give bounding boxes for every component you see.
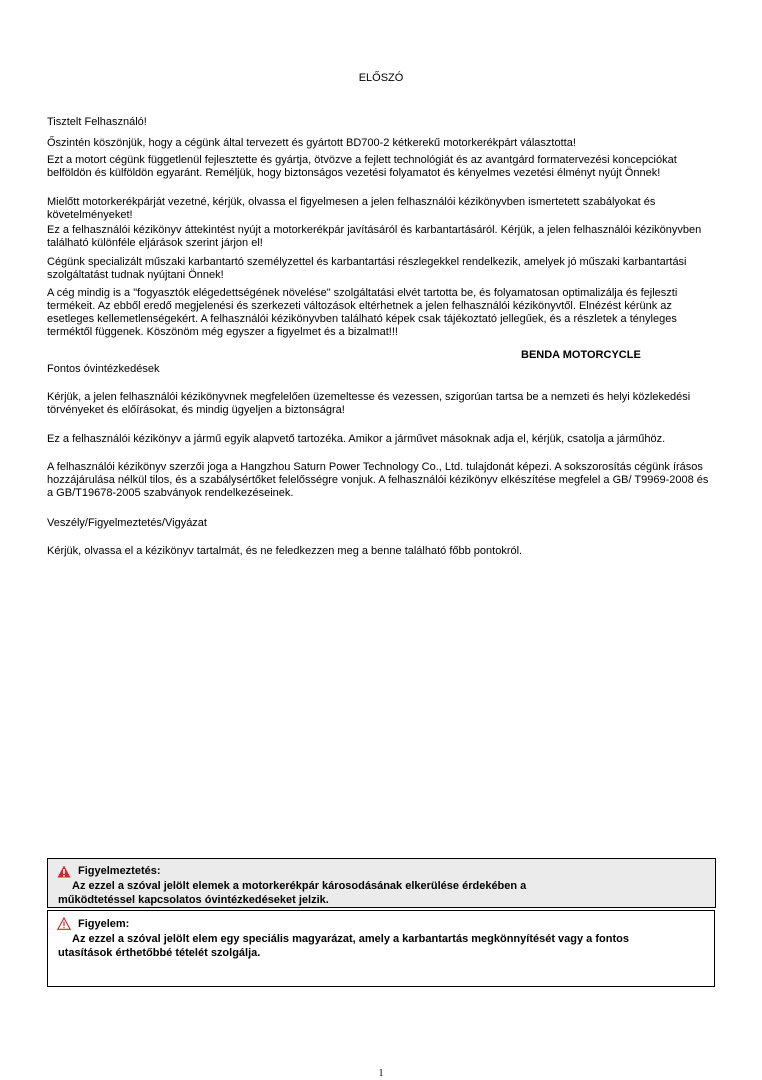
danger-text: Kérjük, olvassa el a kézikönyv tartalmát, és ne feledkezzen meg a benne található főbb pontokról. (47, 545, 523, 557)
paragraph-policy: A cég mindig is a "fogyasztók elégedettségének növelése" szolgáltatási elvét tartotta be, és folyamatosan optimalizálja és fejleszti termékeit. Az ebből eredő megjelenési és szerkezeti változások eltérhetnek a jelen felhasználói kézikönyvtől. Elnézést kérünk az esetleges kellemetlenségekért. A felhasználói kézikönyvben található képek csak tájékoztató jellegűek, és a részletek a tényleges terméktől függenek. Köszönöm még egyszer a figyelmet és a bizalmat!!! (47, 287, 678, 338)
caution-line-2: utasítások érthetőbbé tételét szolgálja. (58, 947, 261, 959)
warning-line-2: működtetéssel kapcsolatos óvintézkedéseket jelzik. (58, 894, 329, 906)
caution-body (58, 932, 698, 960)
warning-line-1: Az ezzel a szóval jelölt elemek a motorkerékpár károsodásának elkerülése érdekében a (72, 880, 527, 892)
precaution-copyright: A felhasználói kézikönyv szerzői joga a Hangzhou Saturn Power Technology Co., Ltd. tulajdonát képezi. A sokszorosítás cégünk írásos hozzájárulása nélkül tilos, és a szabálysértőket felelősségre vonjuk. A felhasználói kézikönyv elkészítése megfelel a GB/ T9969-2008 és a GB/T19678-2005 szabványok rendelkezéseinek. (47, 461, 709, 499)
caution-heading: Figyelem: (78, 918, 130, 930)
signature: BENDA MOTORCYCLE (521, 349, 641, 361)
greeting: Tisztelt Felhasználó! (47, 116, 147, 128)
caution-line-1: Az ezzel a szóval jelölt elem egy speciális magyarázat, amely a karbantartás megkönnyítését vagy a fontos (72, 933, 629, 945)
precaution-accessory: Ez a felhasználói kézikönyv a jármű egyik alapvető tartozéka. Amikor a járművet másoknak adja el, kérjük, csatolja a járműhöz. (47, 433, 666, 445)
page-number: 1 (378, 1068, 384, 1079)
paragraph-overview: Ez a felhasználói kézikönyv áttekintést nyújt a motorkerékpár javításáról és karbantartásáról. Kérjük, a jelen felhasználói kézikönyvben található különféle eljárások szerint járjon el! (47, 224, 702, 249)
warning-filled-icon (57, 865, 71, 878)
precautions-heading: Fontos óvintézkedések (47, 363, 160, 375)
paragraph-read-manual: Mielőtt motorkerékpárját vezetné, kérjük, olvassa el figyelmesen a jelen felhasználói kézikönyvben ismertetett szabályokat és követelményeket! (47, 196, 656, 221)
paragraph-intro: Ezt a motort cégünk függetlenül fejlesztette és gyártja, ötvözve a fejlett technológiát és az avantgárd formatervezési koncepciókat belföldön és külföldön egyaránt. Reméljük, hogy biztonságos vezetési folyamatot és kényelmes vezetési élményt nyújt Önnek! (47, 154, 677, 179)
warning-heading: Figyelmeztetés: (78, 865, 161, 877)
warning-body (58, 879, 698, 907)
warning-box (47, 858, 716, 908)
caution-box (47, 910, 715, 987)
page-title: ELŐSZÓ (358, 72, 404, 84)
paragraph-thanks: Őszintén köszönjük, hogy a cégünk által tervezett és gyártott BD700-2 kétkerekű motorkerékpárt választotta! (47, 137, 576, 149)
danger-heading: Veszély/Figyelmeztetés/Vigyázat (47, 517, 207, 529)
warning-outline-icon (57, 917, 71, 930)
paragraph-service: Cégünk specializált műszaki karbantartó személyzettel és karbantartási részlegekkel rendelkezik, amelyek jó műszaki karbantartási szolgáltatást tudnak nyújtani Önnek! (47, 256, 687, 281)
precaution-traffic: Kérjük, a jelen felhasználói kézikönyvnek megfelelően üzemeltesse és vezessen, szigorúan tartsa be a nemzeti és helyi közlekedési törvényeket és előírásokat, és mindig ügyeljen a biztonságra! (47, 391, 691, 416)
